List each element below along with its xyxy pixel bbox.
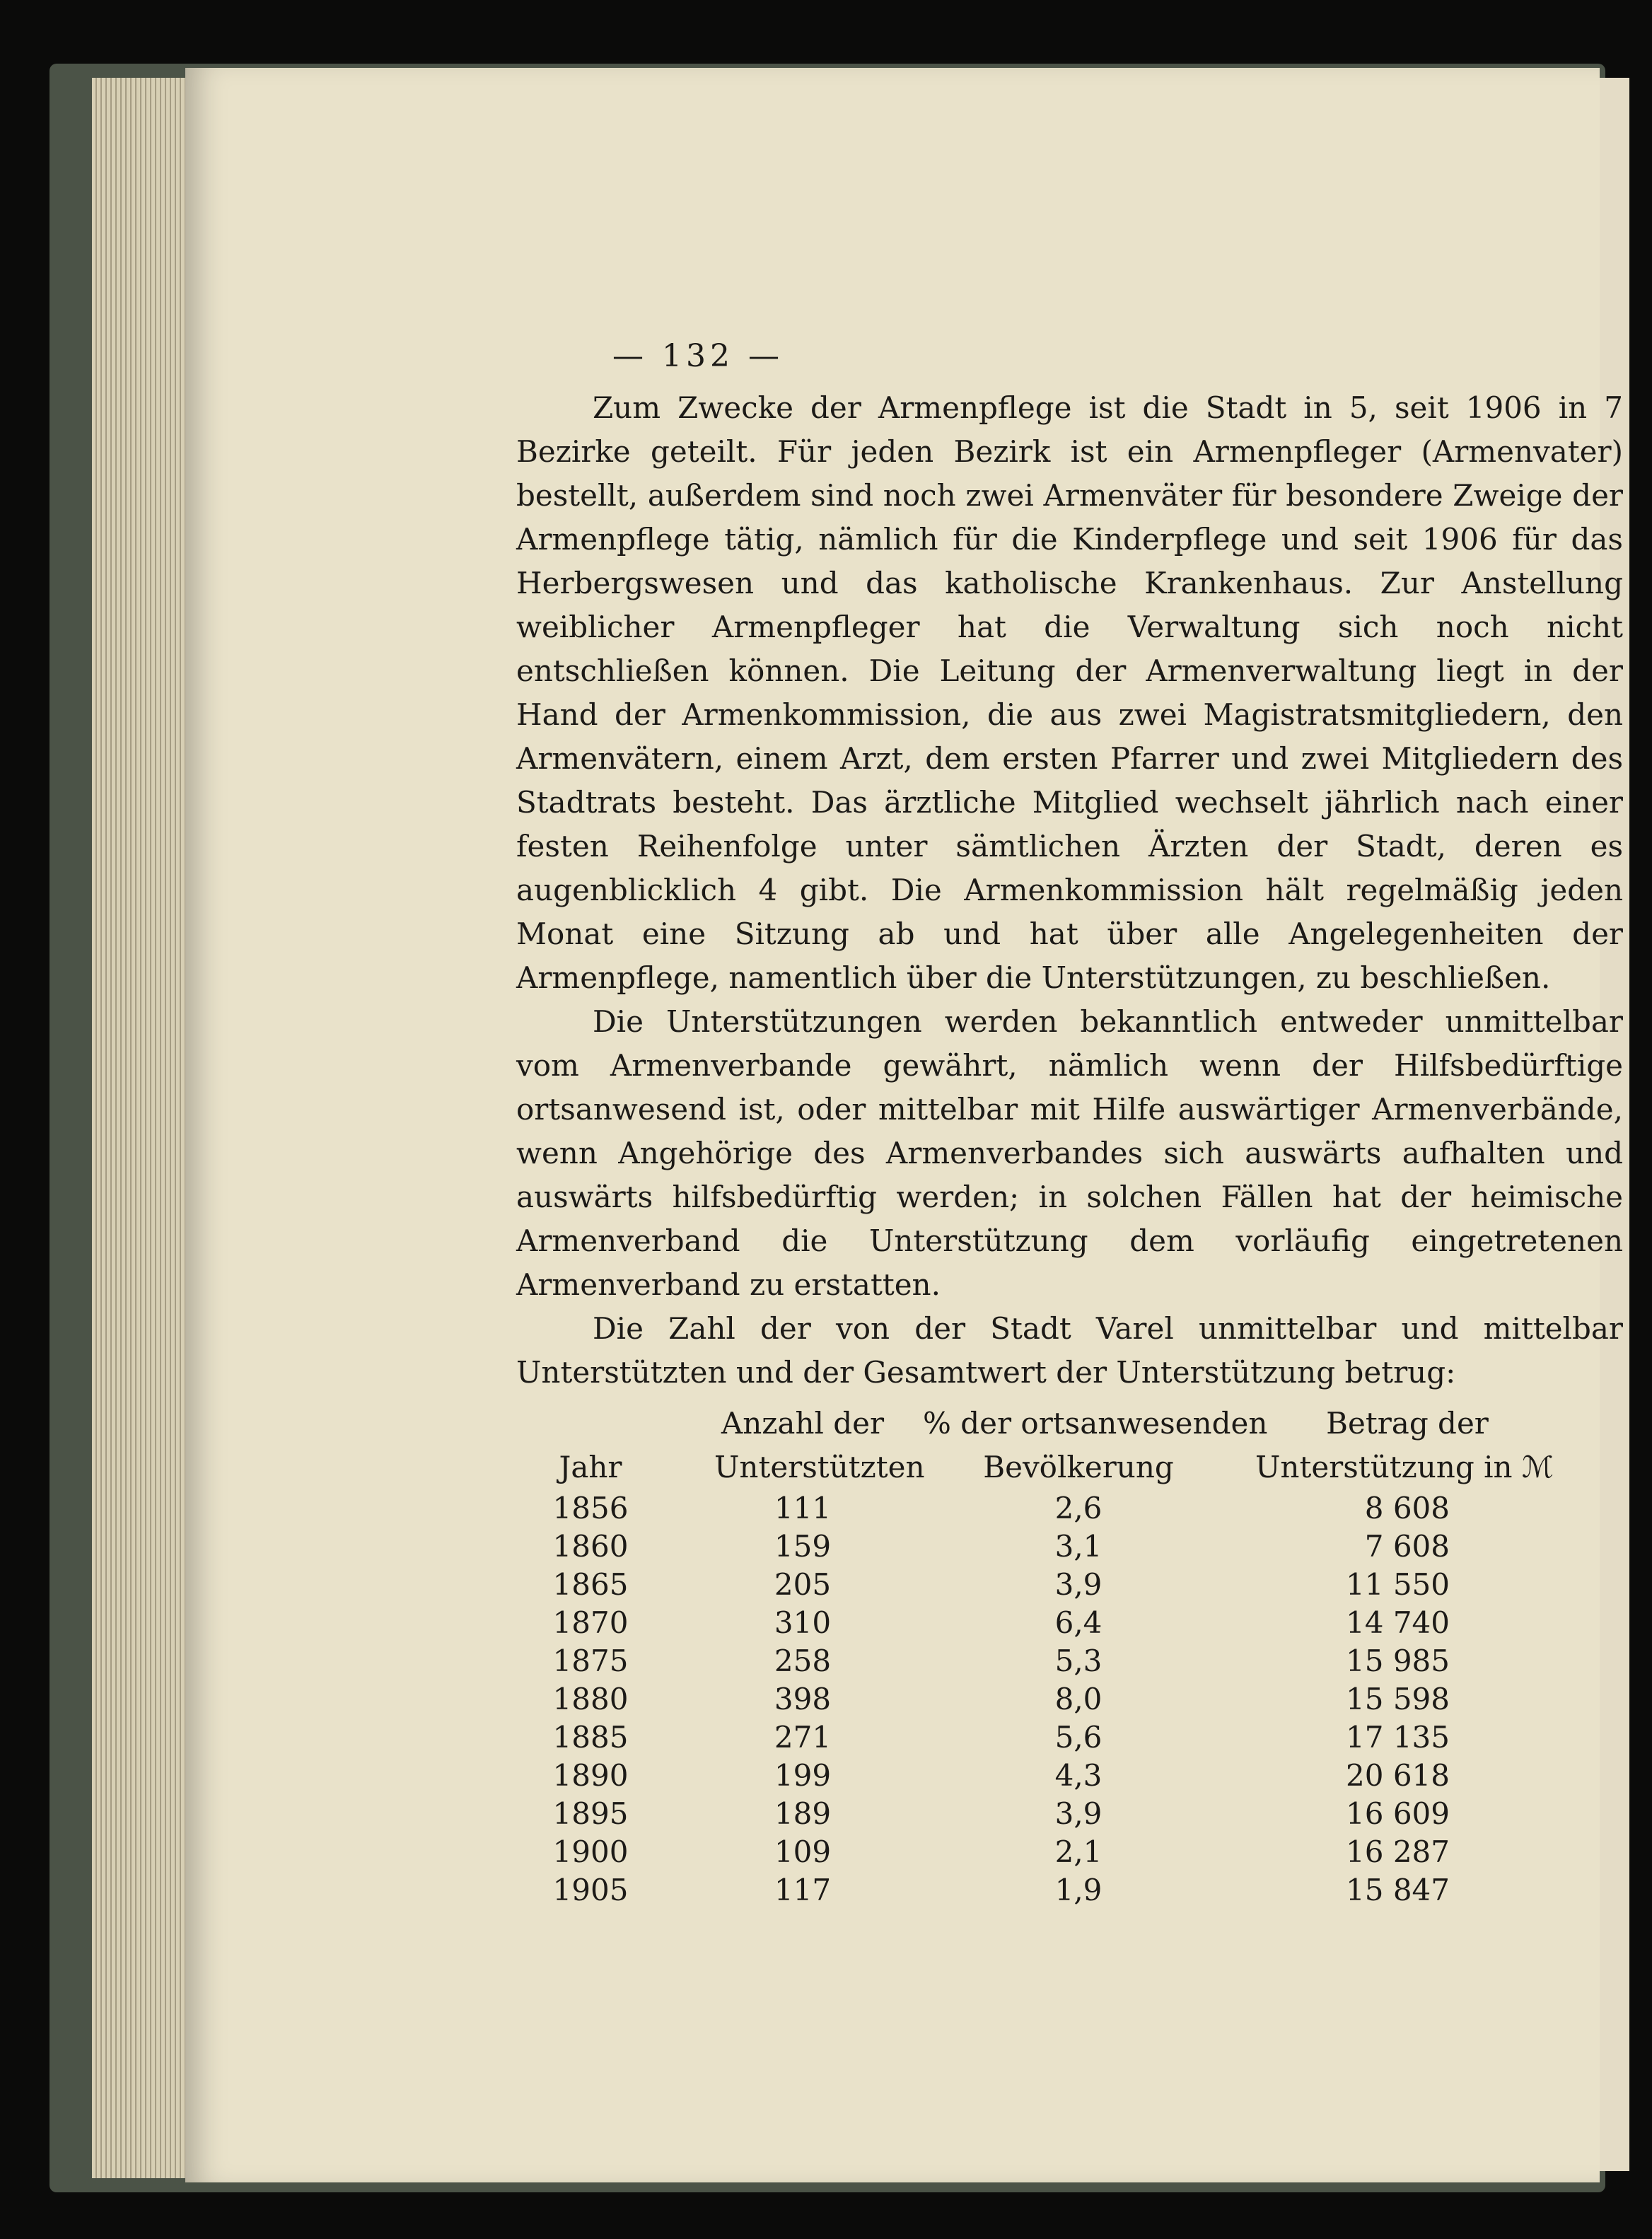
cell-amount: 17 135 (1346, 1720, 1450, 1755)
cell-amount: 8 608 (1364, 1491, 1450, 1525)
table-header (516, 1402, 1623, 1489)
cell-count: 189 (774, 1796, 832, 1831)
cell-amount: 15 847 (1346, 1873, 1450, 1907)
cell-percent: 2,1 (1054, 1834, 1103, 1869)
cell-count: 199 (774, 1758, 832, 1793)
header-year: Jahr (559, 1450, 622, 1484)
cell-count: 398 (774, 1682, 832, 1716)
cell-count: 258 (774, 1644, 832, 1678)
cell-year: 1875 (552, 1644, 629, 1678)
cell-amount: 7 608 (1364, 1529, 1450, 1564)
header-pct-line1: % der ortsanwesenden (923, 1406, 1268, 1441)
cell-count: 310 (774, 1605, 832, 1640)
cell-count: 117 (774, 1873, 832, 1907)
header-pct-line2: Bevölkerung (983, 1450, 1174, 1484)
cell-percent: 1,9 (1054, 1873, 1103, 1907)
statistics-table (516, 1402, 1623, 1909)
table-row (516, 1642, 1623, 1680)
cell-count: 159 (774, 1529, 832, 1564)
header-count-line2: Unterstützten (714, 1450, 925, 1484)
cell-amount: 16 609 (1346, 1796, 1450, 1831)
header-amount-line2: Unterstützung in ℳ (1255, 1450, 1554, 1484)
cell-year: 1890 (552, 1758, 629, 1793)
table-row (516, 1528, 1623, 1566)
cell-year: 1870 (552, 1605, 629, 1640)
cell-year: 1860 (552, 1529, 629, 1564)
cell-amount: 14 740 (1346, 1605, 1450, 1640)
table-row (516, 1795, 1623, 1833)
cell-year: 1895 (552, 1796, 629, 1831)
table-row (516, 1757, 1623, 1795)
header-amount-line1: Betrag der (1326, 1406, 1489, 1441)
cell-percent: 3,1 (1054, 1529, 1103, 1564)
cell-year: 1885 (552, 1720, 629, 1755)
table-row (516, 1680, 1623, 1718)
cell-count: 271 (774, 1720, 832, 1755)
cell-percent: 3,9 (1054, 1796, 1103, 1831)
page-number: — 132 — (612, 338, 784, 374)
cell-year: 1900 (552, 1834, 629, 1869)
paragraph-3: Die Zahl der von der Stadt Varel unmittelbar und mittelbar Unterstützten und der Gesamtwert der Unterstützung betrug: (516, 1311, 1623, 1390)
paragraph-1: Zum Zwecke der Armenpflege ist die Stadt in 5, seit 1906 in 7 Bezirke geteilt. Für jeden Bezirk ist ein Armenpfleger (Armenvater) bestellt, außerdem sind noch zwei Armenväter für besondere Zweige der Armenpflege tätig, nämlich für die Kinderpflege und seit 1906 für das Herbergswesen und das katholische Krankenhaus. Zur Anstellung weiblicher Armenpfleger hat die Verwaltung sich noch nicht entschließen können. Die Leitung der Armenverwaltung liegt in der Hand der Armenkommission, die aus zwei Magistratsmitgliedern, den Armenvätern, einem Arzt, dem ersten Pfarrer und zwei Mitgliedern des Stadtrats besteht. Das ärztliche Mitglied wechselt jährlich nach einer festen Reihenfolge unter sämtlichen Ärzten der Stadt, deren es augenblicklich 4 gibt. Die Armenkommission hält regelmäßig jeden Monat eine Sitzung ab und hat über alle Angelegenheiten der Armenpflege, namentlich über die Unterstützungen, zu beschließen. (516, 390, 1623, 995)
cell-percent: 5,6 (1054, 1720, 1103, 1755)
cell-amount: 20 618 (1346, 1758, 1450, 1793)
cell-percent: 6,4 (1054, 1605, 1103, 1640)
cell-count: 111 (774, 1491, 832, 1525)
header-count-line1: Anzahl der (721, 1406, 885, 1441)
body-text (516, 386, 1623, 1395)
table-row (516, 1871, 1623, 1909)
cell-amount: 11 550 (1346, 1567, 1450, 1602)
paragraph-2: Die Unterstützungen werden bekanntlich entweder unmittelbar vom Armenverbande gewährt, nämlich wenn der Hilfsbedürftige ortsanwesend ist, oder mittelbar mit Hilfe auswärtiger Armenverbände, wenn Angehörige des Armenverbandes sich auswärts aufhalten und auswärts hilfsbedürftig werden; in solchen Fällen hat der heimische Armenverband die Unterstützung dem vorläufig eingetretenen Armenverband zu erstatten. (516, 1004, 1623, 1302)
cell-year: 1905 (552, 1873, 629, 1907)
table-row (516, 1833, 1623, 1871)
cell-percent: 5,3 (1054, 1644, 1103, 1678)
cell-year: 1865 (552, 1567, 629, 1602)
cell-percent: 2,6 (1054, 1491, 1103, 1525)
cell-amount: 15 598 (1346, 1682, 1450, 1716)
cell-percent: 8,0 (1054, 1682, 1103, 1716)
book-page (185, 68, 1623, 2182)
cell-count: 205 (774, 1567, 832, 1602)
cell-amount: 15 985 (1346, 1644, 1450, 1678)
cell-year: 1880 (552, 1682, 629, 1716)
cell-year: 1856 (552, 1491, 629, 1525)
cell-percent: 4,3 (1054, 1758, 1103, 1793)
cell-percent: 3,9 (1054, 1567, 1103, 1602)
table-body (516, 1489, 1623, 1909)
table-row (516, 1604, 1623, 1642)
cell-count: 109 (774, 1834, 832, 1869)
table-row (516, 1566, 1623, 1604)
table-row (516, 1718, 1623, 1757)
table-row (516, 1489, 1623, 1528)
cell-amount: 16 287 (1346, 1834, 1450, 1869)
